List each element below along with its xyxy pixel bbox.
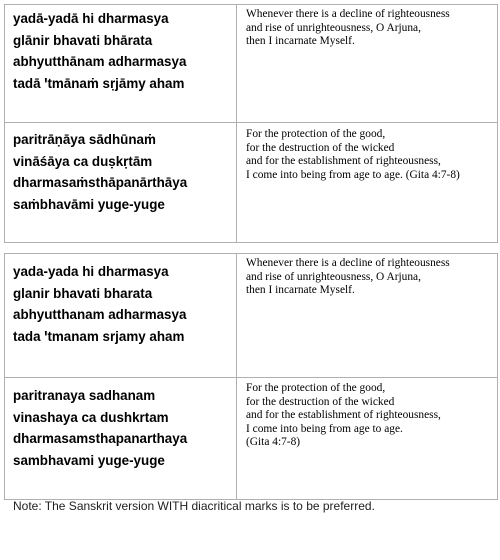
translation-line: for the destruction of the wicked bbox=[246, 395, 395, 408]
table-row bbox=[5, 378, 498, 500]
translation-cell bbox=[237, 378, 498, 500]
sanskrit-line: vināśāya ca duṣkṛtām bbox=[13, 153, 153, 169]
footnote: Note: The Sanskrit version WITH diacritical marks is to be preferred. bbox=[13, 499, 375, 513]
translation-line: then I incarnate Myself. bbox=[246, 35, 355, 48]
translation-line: and for the establishment of righteousness, bbox=[246, 409, 441, 422]
sanskrit-cell bbox=[5, 123, 237, 243]
sanskrit-line: vinashaya ca dushkrtam bbox=[13, 409, 169, 425]
sanskrit-cell bbox=[5, 5, 237, 123]
sanskrit-line: glanir bhavati bharata bbox=[13, 285, 153, 301]
translation-line: I come into being from age to age. bbox=[246, 422, 403, 435]
translation-line: Whenever there is a decline of righteousness bbox=[246, 257, 450, 269]
sanskrit-line: yadā-yadā hi dharmasya bbox=[13, 11, 169, 26]
sanskrit-line: glānir bhavati bhārata bbox=[13, 32, 153, 48]
translation-line: and rise of unrighteousness, O Arjuna, bbox=[246, 21, 421, 34]
sanskrit-cell bbox=[5, 378, 237, 500]
sanskrit-line: abhyutthanam adharmasya bbox=[13, 307, 187, 322]
translation-cell bbox=[237, 254, 498, 378]
sanskrit-line: paritranaya sadhanam bbox=[13, 388, 156, 403]
sanskrit-line: paritrāṇāya sādhūnaṁ bbox=[13, 132, 156, 147]
sanskrit-line: dharmasamsthapanarthaya bbox=[13, 431, 188, 446]
table-row bbox=[5, 254, 498, 378]
translation-line: For the protection of the good, bbox=[246, 382, 386, 394]
translation-line: for the destruction of the wicked bbox=[246, 141, 395, 154]
sanskrit-line: tada ꞌtmanam srjamy aham bbox=[13, 328, 185, 344]
table-row bbox=[5, 5, 498, 123]
translation-line: then I incarnate Myself. bbox=[246, 284, 355, 297]
sanskrit-line: abhyutthānam adharmasya bbox=[13, 54, 187, 69]
sanskrit-line: yada-yada hi dharmasya bbox=[13, 264, 169, 279]
sanskrit-cell bbox=[5, 254, 237, 378]
translation-cell bbox=[237, 5, 498, 123]
translation-line: (Gita 4:7-8) bbox=[246, 436, 301, 449]
verse-table-diacritics bbox=[4, 4, 498, 243]
table-row bbox=[5, 123, 498, 243]
translation-line: and rise of unrighteousness, O Arjuna, bbox=[246, 270, 421, 283]
translation-line: I come into being from age to age. (Gita 4:7-8) bbox=[246, 168, 460, 181]
sanskrit-line: saṁbhavāmi yuge-yuge bbox=[13, 196, 165, 212]
translation-cell bbox=[237, 123, 498, 243]
verse-table-plain bbox=[4, 253, 498, 500]
translation-line: Whenever there is a decline of righteousness bbox=[246, 8, 450, 20]
sanskrit-line: dharmasaṁsthāpanārthāya bbox=[13, 175, 188, 190]
sanskrit-line: sambhavami yuge-yuge bbox=[13, 452, 165, 468]
sanskrit-line: tadā ꞌtmānaṁ sṛjāmy aham bbox=[13, 75, 185, 91]
translation-line: For the protection of the good, bbox=[246, 128, 386, 140]
translation-line: and for the establishment of righteousness, bbox=[246, 155, 441, 168]
